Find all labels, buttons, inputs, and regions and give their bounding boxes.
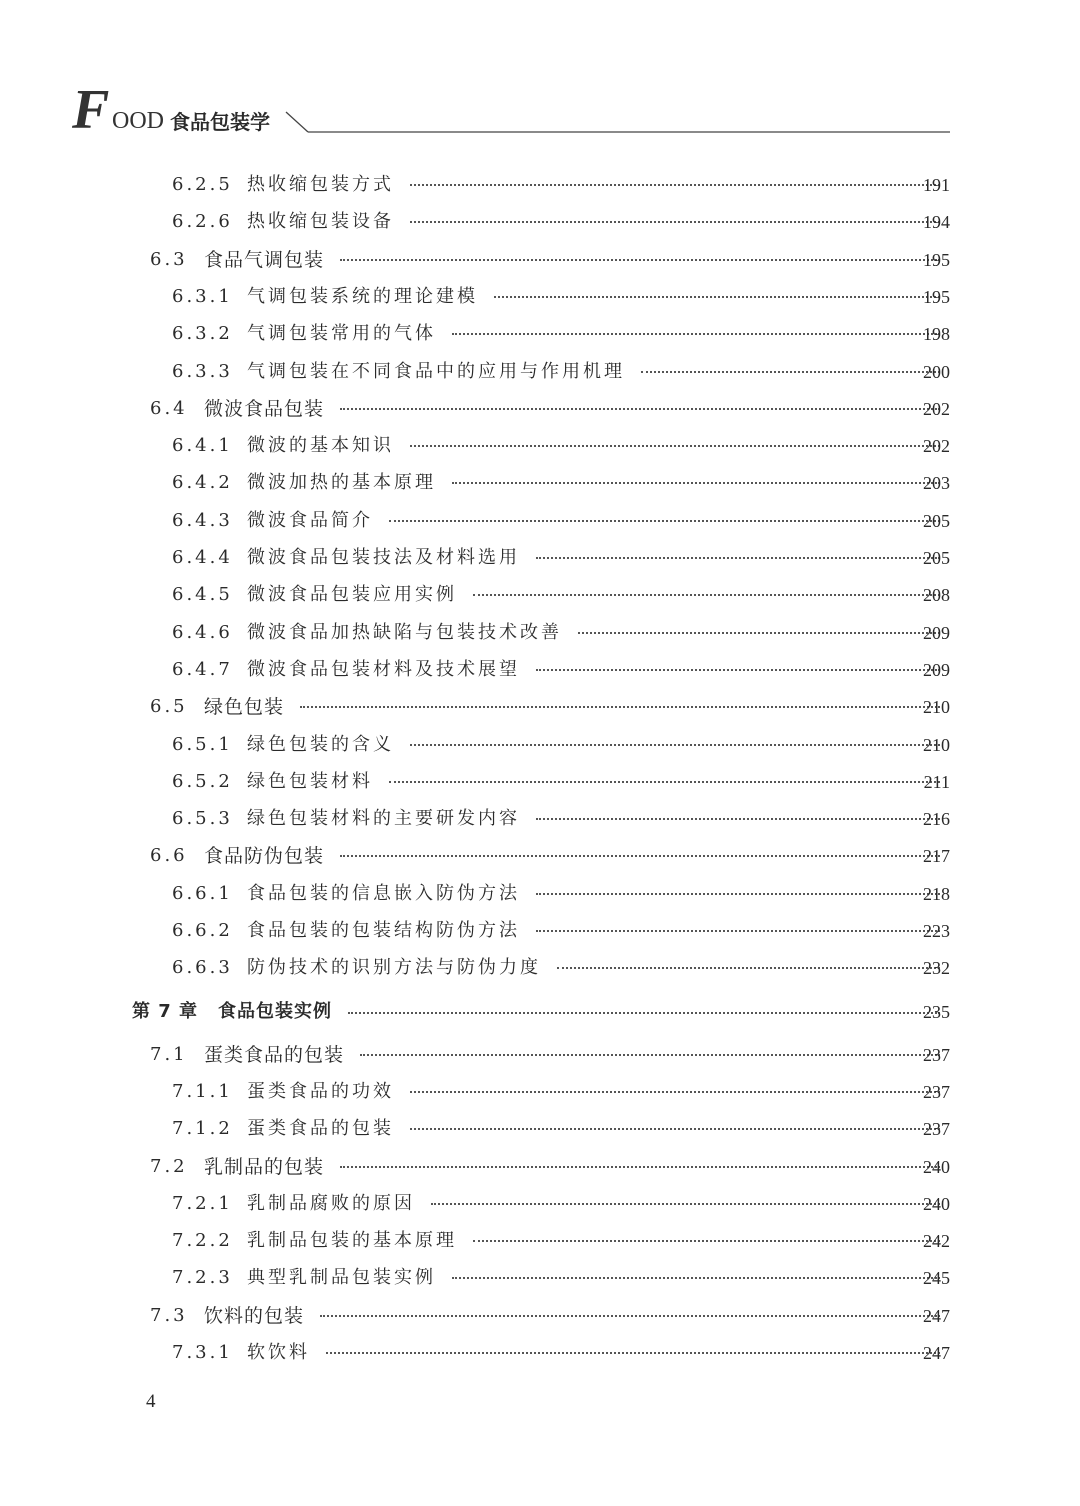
toc-entry[interactable]	[0, 997, 1080, 1027]
toc-entry-number: 7.1.1	[172, 1080, 233, 1102]
toc-entry-title: 蛋类食品的包装	[204, 1043, 345, 1066]
toc-entry[interactable]	[0, 1263, 1080, 1293]
toc-entry-title: 蛋类食品的包装	[247, 1118, 394, 1140]
toc-leader-dots	[452, 333, 940, 335]
toc-entry-title: 食品包装的包装结构防伪方法	[247, 920, 520, 941]
toc-entry[interactable]	[0, 692, 1080, 722]
toc-entry-page: 208	[923, 585, 950, 606]
toc-entry-number: 6.4.6	[172, 621, 233, 643]
toc-entry-number: 6.4.4	[172, 547, 233, 568]
toc-entry-page: 237	[923, 1081, 950, 1102]
toc-leader-dots	[326, 1352, 940, 1354]
toc-entry-title: 微波加热的基本原理	[247, 472, 436, 494]
toc-entry-page: 240	[923, 1156, 950, 1177]
toc-entry-title: 饮料的包装	[204, 1304, 305, 1327]
logo-initial: F	[72, 79, 110, 141]
toc-entry[interactable]	[0, 841, 1080, 871]
toc-entry-page: 247	[923, 1305, 950, 1326]
toc-entry-page: 209	[923, 622, 950, 643]
toc-leader-dots	[300, 706, 940, 708]
toc-entry-title: 食品包装实例	[218, 1000, 332, 1022]
toc-entry[interactable]	[0, 804, 1080, 834]
toc-entry-title: 绿色包装	[204, 696, 285, 719]
toc-entry[interactable]	[0, 1338, 1080, 1368]
toc-entry-page: 240	[923, 1193, 950, 1214]
toc-entry-number: 6.6.3	[172, 957, 233, 979]
toc-entry-number: 6.6.2	[172, 920, 233, 941]
toc-entry-page: 202	[923, 398, 950, 419]
toc-entry-title: 食品包装的信息嵌入防伪方法	[247, 882, 520, 904]
toc-entry-page: 205	[923, 510, 950, 531]
toc-leader-dots	[641, 371, 940, 373]
toc-entry-page: 211	[923, 771, 950, 792]
toc-leader-dots	[578, 632, 940, 634]
toc-entry-title: 软饮料	[247, 1342, 310, 1363]
toc-leader-dots	[410, 221, 940, 223]
toc-entry-page: 232	[923, 958, 950, 979]
toc-entry-page: 195	[923, 249, 950, 270]
toc-leader-dots	[360, 1054, 940, 1056]
toc-leader-dots	[340, 408, 940, 410]
toc-entry-page: 217	[923, 846, 950, 867]
toc-entry-title: 食品防伪包装	[204, 845, 325, 868]
toc-leader-dots	[340, 259, 940, 261]
toc-entry-title: 气调包装常用的气体	[247, 323, 436, 345]
toc-entry-page: 194	[923, 212, 950, 233]
toc-leader-dots	[557, 967, 940, 969]
toc-entry-title: 乳制品包装的基本原理	[247, 1230, 457, 1252]
toc-entry[interactable]	[0, 730, 1080, 760]
toc-leader-dots	[320, 1315, 940, 1317]
toc-entry-number: 6.5	[150, 696, 188, 718]
toc-entry-number: 6.4.7	[172, 658, 233, 680]
toc-entry-number: 7.2.2	[172, 1230, 233, 1252]
toc-leader-dots	[536, 818, 940, 820]
toc-entry[interactable]	[0, 1189, 1080, 1219]
toc-entry-title: 微波食品加热缺陷与包装技术改善	[247, 621, 562, 643]
toc-entry-title: 乳制品的包装	[204, 1155, 325, 1178]
toc-entry[interactable]	[0, 207, 1080, 237]
toc-entry-title: 蛋类食品的功效	[247, 1080, 394, 1102]
toc-entry-page: 242	[923, 1231, 950, 1252]
toc-entry-page: 216	[923, 809, 950, 830]
toc-entry-title: 气调包装在不同食品中的应用与作用机理	[247, 360, 625, 382]
toc-leader-dots	[410, 445, 940, 447]
toc-leader-dots	[536, 930, 940, 932]
toc-entry[interactable]	[0, 1077, 1080, 1107]
toc-entry-page: 223	[923, 921, 950, 941]
toc-leader-dots	[431, 1203, 940, 1205]
toc-entry-title: 热收缩包装方式	[247, 174, 394, 195]
toc-leader-dots	[410, 744, 940, 746]
toc-entry-number: 6.3.3	[172, 360, 233, 382]
toc-entry-page: 210	[923, 734, 950, 755]
toc-entry-number: 6.2.6	[172, 211, 233, 233]
toc-entry-page: 203	[923, 473, 950, 494]
toc-entry[interactable]	[0, 319, 1080, 349]
toc-entry-page: 209	[923, 659, 950, 680]
page-number: 4	[146, 1391, 156, 1412]
toc-entry-page: 202	[923, 436, 950, 457]
toc-entry-number: 6.4	[150, 397, 188, 419]
toc-entry-page: 198	[923, 324, 950, 345]
toc-entry[interactable]	[0, 879, 1080, 909]
toc-leader-dots	[452, 1277, 940, 1279]
toc-entry[interactable]	[0, 1226, 1080, 1256]
toc-entry-number: 7.2.3	[172, 1267, 233, 1289]
toc-leader-dots	[340, 855, 940, 857]
toc-entry-number: 6.5.3	[172, 808, 233, 830]
toc-entry[interactable]	[0, 1040, 1080, 1070]
toc-entry-number: 6.4.1	[172, 435, 233, 457]
toc-leader-dots	[410, 1091, 940, 1093]
toc-entry-page: 210	[923, 697, 950, 718]
toc-entry-page: 245	[923, 1268, 950, 1289]
toc-entry-title: 微波食品简介	[247, 509, 373, 531]
book-title: 食品包装学	[170, 110, 270, 134]
toc-entry-page: 191	[923, 175, 950, 195]
toc-entry-number: 6.4.3	[172, 509, 233, 531]
toc-entry-number: 7.3.1	[172, 1342, 233, 1363]
toc-entry-number: 7.1	[150, 1043, 188, 1065]
toc-entry-page: 235	[923, 1001, 950, 1022]
toc-entry[interactable]	[0, 767, 1080, 797]
toc-entry-number: 6.4.2	[172, 472, 233, 494]
logo-text: OOD	[112, 108, 164, 134]
toc-entry-number: 第 7 章	[132, 1000, 199, 1022]
toc-entry-number: 7.2	[150, 1155, 188, 1177]
toc-entry-number: 6.3.2	[172, 323, 233, 345]
toc-entry[interactable]	[0, 1114, 1080, 1144]
toc-entry-title: 微波食品包装技法及材料选用	[247, 547, 520, 568]
toc-leader-dots	[348, 1012, 940, 1014]
toc-entry-number: 6.2.5	[172, 174, 233, 195]
toc-entry-page: 205	[923, 548, 950, 568]
toc-entry-title: 乳制品腐败的原因	[247, 1192, 415, 1214]
toc-entry[interactable]	[0, 543, 1080, 573]
toc-entry-page: 237	[923, 1119, 950, 1140]
toc-entry-title: 气调包装系统的理论建模	[247, 285, 478, 307]
toc-entry-title: 微波食品包装应用实例	[247, 584, 457, 606]
toc-leader-dots	[389, 781, 940, 783]
toc-entry-title: 绿色包装的含义	[247, 733, 394, 755]
toc-entry-title: 微波食品包装	[204, 397, 325, 420]
running-header	[70, 79, 950, 142]
toc-entry-title: 热收缩包装设备	[247, 211, 394, 233]
toc-entry-number: 6.3	[150, 248, 188, 270]
toc-leader-dots	[536, 557, 940, 559]
toc-entry[interactable]	[0, 618, 1080, 648]
toc-entry[interactable]	[0, 245, 1080, 275]
toc-entry[interactable]	[0, 916, 1080, 946]
toc-entry[interactable]	[0, 580, 1080, 610]
toc-entry[interactable]	[0, 506, 1080, 536]
toc-entry[interactable]	[0, 394, 1080, 424]
toc-entry-page: 247	[923, 1343, 950, 1363]
toc-entry-page: 237	[923, 1044, 950, 1065]
toc-entry[interactable]	[0, 357, 1080, 387]
toc-entry-number: 7.1.2	[172, 1118, 233, 1140]
toc-entry-page: 195	[923, 286, 950, 307]
toc-entry[interactable]	[0, 468, 1080, 498]
toc-entry[interactable]	[0, 170, 1080, 200]
toc-entry[interactable]	[0, 655, 1080, 685]
toc-leader-dots	[410, 1128, 940, 1130]
toc-leader-dots	[473, 594, 940, 596]
toc-entry-number: 6.6	[150, 845, 188, 867]
toc-entry-number: 7.3	[150, 1304, 188, 1326]
toc-entry-title: 微波食品包装材料及技术展望	[247, 658, 520, 680]
toc-entry[interactable]	[0, 1301, 1080, 1331]
toc-entry-title: 防伪技术的识别方法与防伪力度	[247, 957, 541, 979]
toc-entry[interactable]	[0, 431, 1080, 461]
toc-entry-number: 6.5.1	[172, 733, 233, 755]
toc-entry-number: 6.5.2	[172, 770, 233, 792]
toc-entry-number: 7.2.1	[172, 1192, 233, 1214]
toc-entry-number: 6.6.1	[172, 882, 233, 904]
toc-entry-title: 食品气调包装	[204, 248, 325, 271]
toc-entry-title: 绿色包装材料的主要研发内容	[247, 808, 520, 830]
toc-entry-number: 6.4.5	[172, 584, 233, 606]
toc-entry-page: 200	[923, 361, 950, 382]
toc-leader-dots	[473, 1240, 940, 1242]
toc-entry-page: 218	[923, 883, 950, 904]
toc-entry[interactable]	[0, 282, 1080, 312]
toc-leader-dots	[340, 1166, 940, 1168]
toc-entry-number: 6.3.1	[172, 285, 233, 307]
toc-leader-dots	[452, 482, 940, 484]
toc-entry[interactable]	[0, 953, 1080, 983]
toc-leader-dots	[494, 296, 940, 298]
toc-entry-title: 微波的基本知识	[247, 435, 394, 457]
toc-entry[interactable]	[0, 1152, 1080, 1182]
toc-entry-title: 绿色包装材料	[247, 770, 373, 792]
toc-entry-title: 典型乳制品包装实例	[247, 1267, 436, 1289]
toc-leader-dots	[536, 669, 940, 671]
toc-leader-dots	[410, 184, 940, 186]
toc-leader-dots	[536, 893, 940, 895]
toc-leader-dots	[389, 520, 940, 522]
